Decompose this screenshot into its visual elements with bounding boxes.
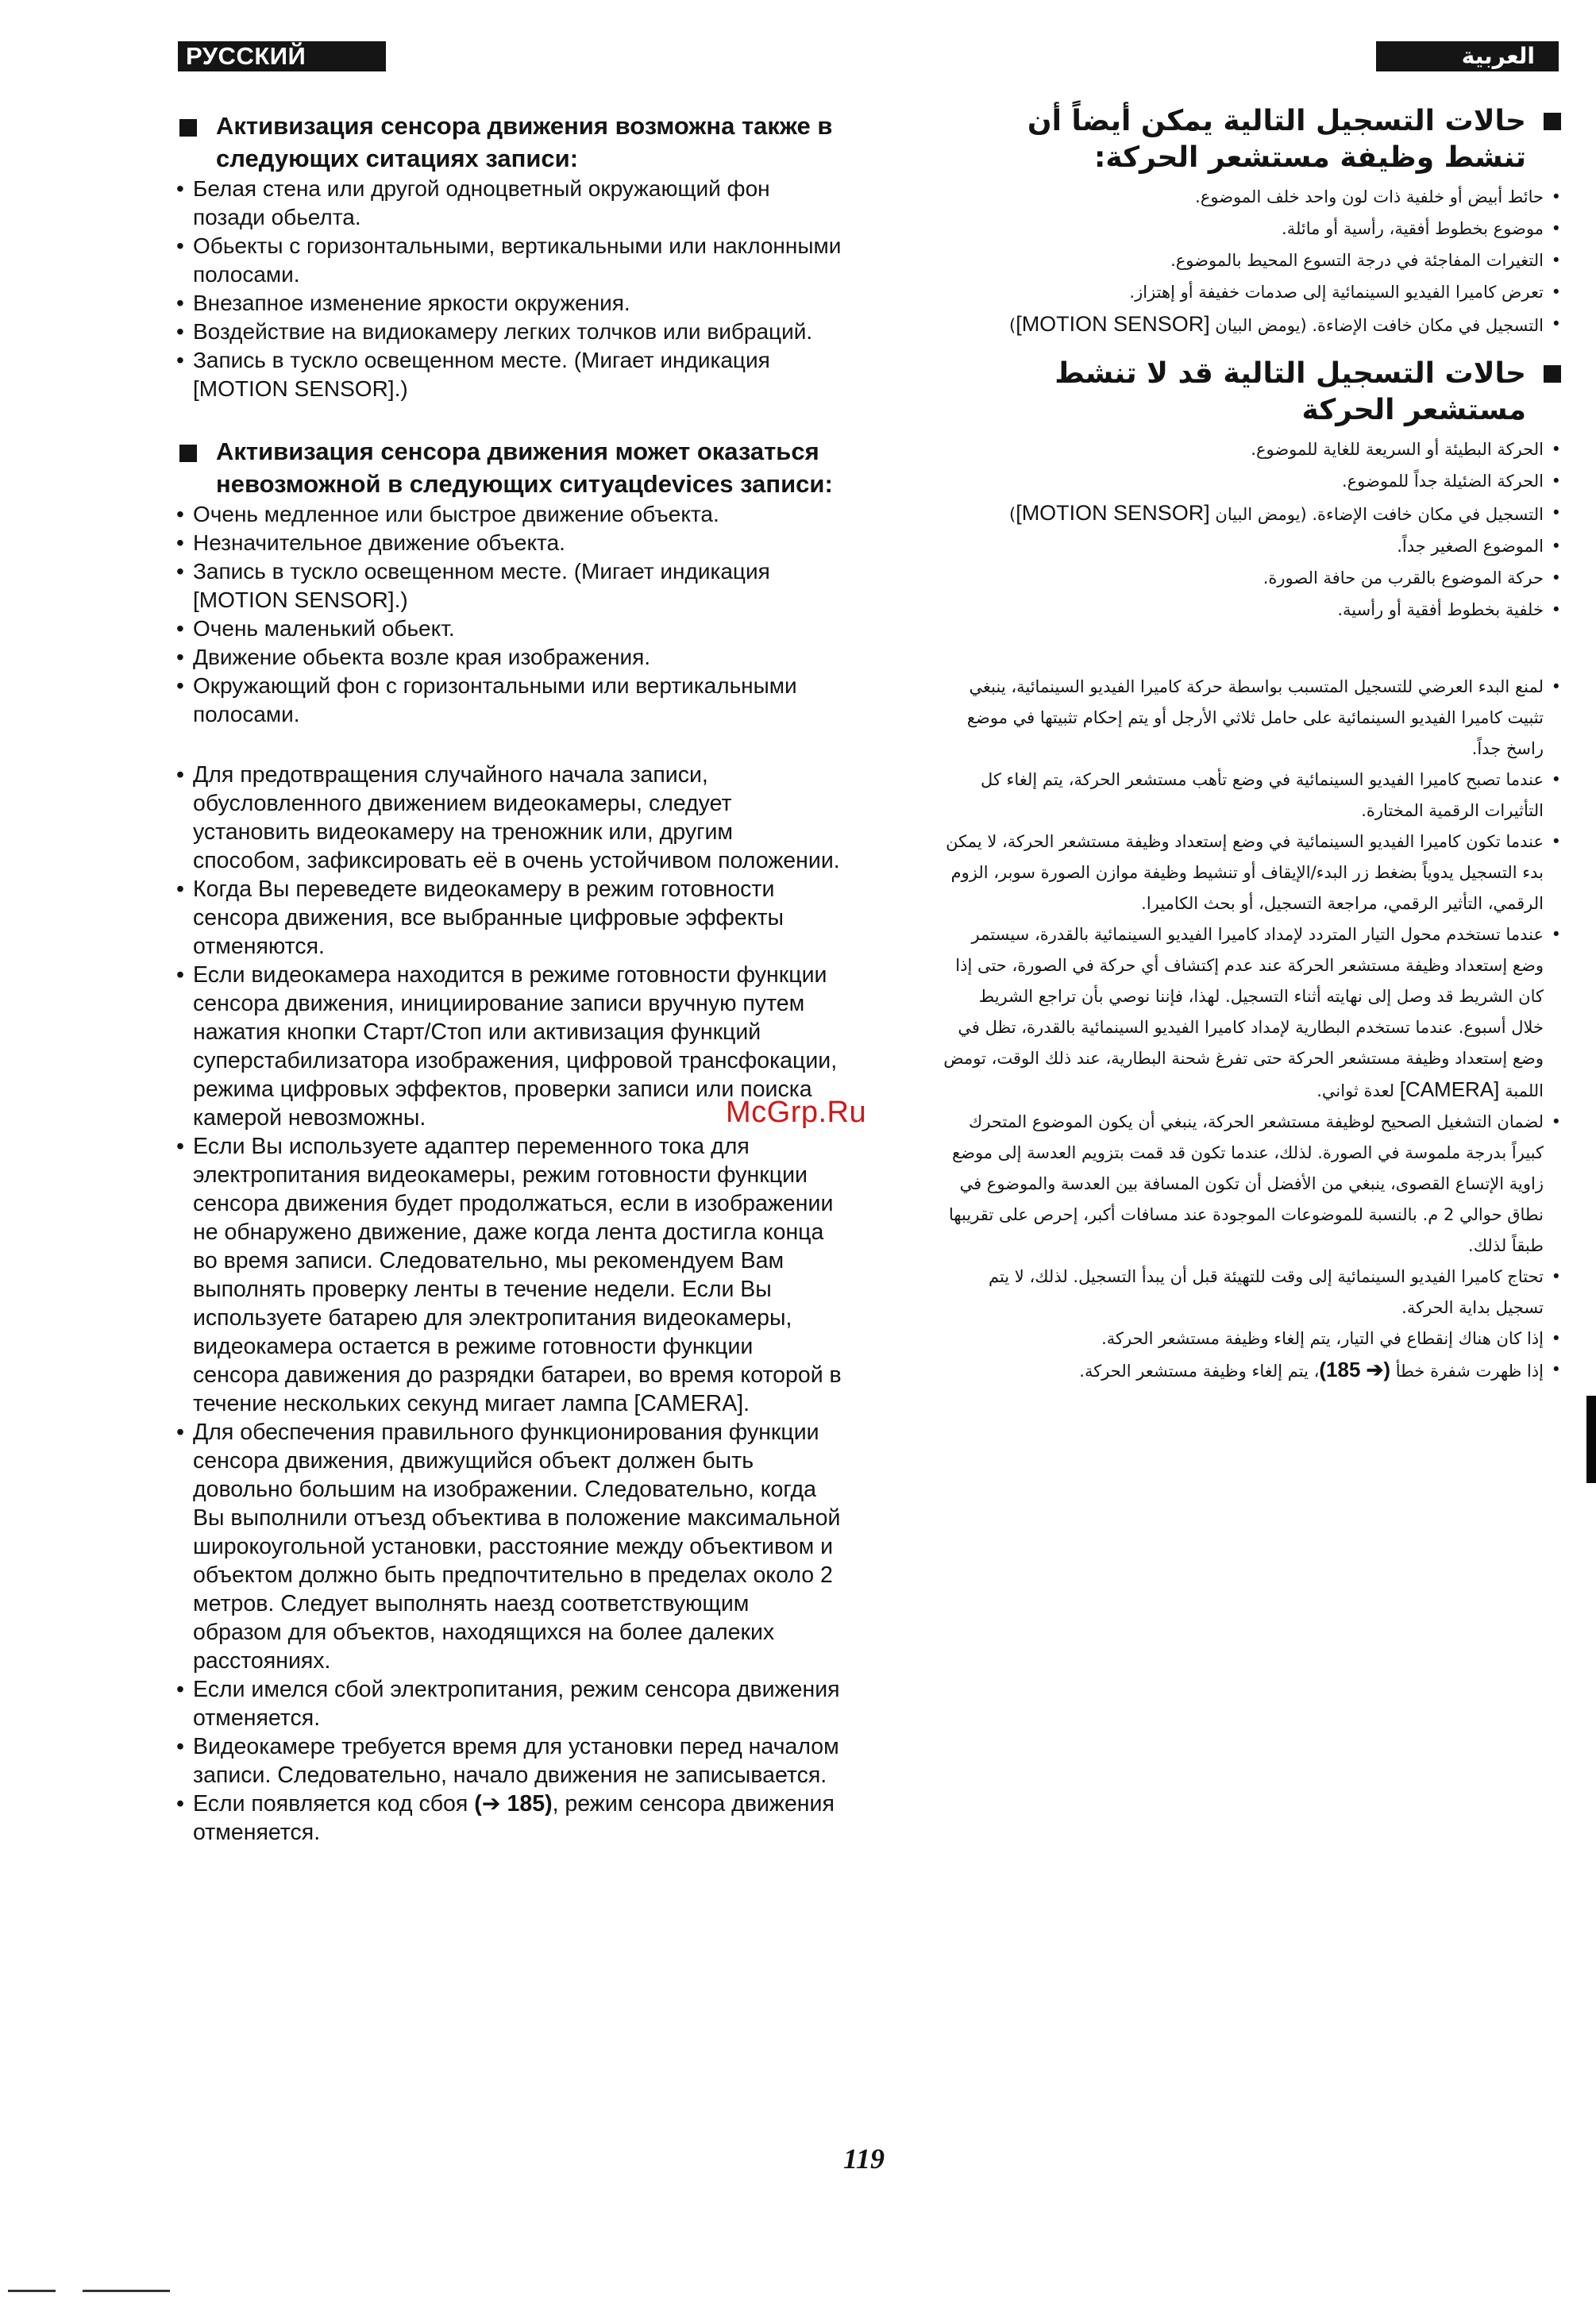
list-item: • Очень медленное или быстрое движение объекта. [176,500,843,529]
list-item: • Обьекты с горизонтальными, вертикальными или наклонными полосами. [176,232,843,289]
list-item: • Движение обьекта возле края изображения. [176,643,843,672]
language-tab-arabic: العربية [1376,41,1559,71]
motion-possible-list [176,175,843,403]
arabic-list-2 [943,433,1563,626]
list-item: • خلفية بخطوط أفقية أو رأسية. [943,594,1563,626]
page-reference: (➔ 185) [474,1791,553,1817]
watermark: McGrp.Ru [726,1096,867,1129]
section-heading-motion-possible: Активизация сенсора движения возможна также в следующих ситациях записи: [176,110,843,175]
square-bullet-icon [1544,113,1561,130]
list-item: • حائط أبيض أو خلفية ذات لون واحد خلف الموضوع. [943,181,1563,213]
note-item: • عندما تصبح كاميرا الفيديو السينمائية في وضع تأهب مستشعر الحركة، يتم إلغاء كل التأثيرات الرقمية المختارة. [943,765,1563,826]
note-item: • Если видеокамера находится в режиме готовности функции сенсора движения, инициирование записи вручную путем нажатия кнопки Старт/Стоп или активизация функций суперстабилизатора изображения, цифровой трансфокации, режима цифровых эффектов, проверки записи или поиска камерой невозможны. [176,961,843,1132]
arabic-notes-list [943,672,1563,1387]
list-item: • Внезапное изменение яркости окружения. [176,289,843,318]
arabic-column [943,103,1563,1387]
language-tab-russian: РУССКИЙ ЯЗЫК [178,41,386,71]
list-item: • Белая стена или другой одноцветный окружающий фон позади обьелта. [176,175,843,232]
list-item: • Окружающий фон с горизонтальными или вертикальными полосами. [176,672,843,729]
square-bullet-icon [1544,365,1561,383]
note-item: • Для обеспечения правильного функционирования функции сенсора движения, движущийся объект должен быть довольно большим на изображении. Следовательно, когда Вы выполнили отъезд объектива в положение максимальной широкоугольной установки, расстояние между объективом и объектом должно быть предпочтительно в пределах около 2 метров. Следует выполнять наезд соответствующим образом для объектов, находящихся на более далеких расстояниях. [176,1418,843,1675]
note-item: • عندما تكون كاميرا الفيديو السينمائية في وضع إستعداد وظيفة مستشعر الحركة، لا يمكن بدء التسجيل يدوياً بضغط زر البدء/الإيقاف أو تنشيط وظيفة موازن الصورة سوبر، الزوم الرقمي، التأثير الرقمي، مراجعة التسجيل، أو بحث الكاميرا. [943,826,1563,919]
note-item: • لمنع البدء العرضي للتسجيل المتسبب بواسطة حركة كاميرا الفيديو السينمائية، ينبغي تثبيت كاميرا الفيديو السينمائية على حامل ثلاثي الأرجل أو يتم إحكام تثبيتها في موضع راسخ جداً. [943,672,1563,765]
footer-rule [83,2290,170,2292]
note-item: • Если имелся сбой электропитания, режим сенсора движения отменяется. [176,1675,843,1732]
note-item: • Для предотвращения случайного начала записи, обусловленного движением видеокамеры, следует установить видеокамеру на треножник или, другим способом, зафиксировать её в очень устойчивом положении. [176,761,843,875]
list-item: • الموضوع الصغير جداً. [943,530,1563,562]
note-item: • عندما تستخدم محول التيار المتردد لإمداد كاميرا الفيديو السينمائية بالقدرة، سيستمر وضع إستعداد وظيفة مستشعر الحركة عند عدم إكتشاف أي حركة في الصورة، حتى إذا كان الشريط قد وصل إلى نهايته أثناء التسجيل. لهذا، فإننا نوصي بأن تراجع الشريط خلال أسبوع. عندما تستخدم البطارية لإمداد كاميرا الفيديو السينمائية بالقدرة، تظل في وضع إستعداد وظيفة مستشعر الحركة حتى تفرغ شحنة البطارية، عند ذلك الوقت، تومض اللمبة [CAMERA] لعدة ثواني. [943,919,1563,1107]
list-item: • حركة الموضوع بالقرب من حافة الصورة. [943,562,1563,594]
list-item: • التسجيل في مكان خافت الإضاءة. (يومض البيان [MOTION SENSOR]) [943,308,1563,341]
square-bullet-icon [179,119,197,137]
list-item: • الحركة البطيئة أو السريعة للغاية للموضوع. [943,433,1563,465]
section-heading-motion-impossible: Активизация сенсора движения может оказаться невозможной в следующих ситуацdevices записи: [176,435,843,500]
page-number: 119 [843,2143,885,2175]
footer-rule [8,2290,56,2292]
note-item: • Видеокамере требуется время для установки перед началом записи. Следовательно, начало движения не записывается. [176,1732,843,1790]
list-item: • تعرض كاميرا الفيديو السينمائية إلى صدمات خفيفة أو إهتزاز. [943,276,1563,308]
arabic-list-1 [943,181,1563,341]
list-item: • Незначительное движение объекта. [176,529,843,557]
note-item: • Если Вы используете адаптер переменного тока для электропитания видеокамеры, режим готовности функции сенсора движения будет продолжаться, если в изображении не обнаружено движение, даже когда лента достигла конца во время записи. Следовательно, мы рекомендуем Вам выполнять проверку ленты в течение недели. Если Вы используете батарею для электропитания видеокамеры, видеокамера остается в режиме готовности функции сенсора давижения до разрядки батареи, во время которой в течение нескольких секунд мигает лампа [CAMERA]. [176,1132,843,1418]
page-reference: (185 ➔) [1319,1358,1391,1381]
list-item: • Воздействие на видиокамеру легких толчков или вибраций. [176,318,843,346]
list-item: • الحركة الضئيلة جداً للموضوع. [943,465,1563,497]
list-item: • التسجيل في مكان خافت الإضاءة. (يومض البيان [MOTION SENSOR]) [943,497,1563,530]
note-item: • لضمان التشغيل الصحيح لوظيفة مستشعر الحركة، ينبغي أن يكون الموضوع المتحرك كبيراً بدرجة ملموسة في الصورة. لذلك، عندما تكون قد قمت بتزويم العدسة إلى موضع زاوية الإتساع القصوى، ينبغي من الأفضل أن تكون المسافة بين العدسة والموضوع في نطاق حوالي 2 م. بالنسبة للموضوعات الموجودة عند مسافات أكبر، إحرص على تقريبها طبقاً لذلك. [943,1107,1563,1262]
arabic-section-heading-2: حالات التسجيل التالية قد لا تنشط مستشعر الحركة [943,356,1563,429]
note-item: • Когда Вы переведете видеокамеру в режим готовности сенсора движения, все выбранные цифровые эффекты отменяются. [176,875,843,961]
notes-list [176,761,843,1847]
note-item: • إذا ظهرت شفرة خطأ (185 ➔)، يتم إلغاء وظيفة مستشعر الحركة. [943,1354,1563,1387]
list-item: • Запись в тускло освещенном месте. (Мигает индикация [MOTION SENSOR].) [176,557,843,615]
page-edge-marker [1586,1396,1596,1483]
note-item: • Если появляется код сбоя (➔ 185), режим сенсора движения отменяется. [176,1790,843,1847]
list-item: • موضوع بخطوط أفقية، رأسية أو مائلة. [943,213,1563,245]
arabic-section-heading-1: حالات التسجيل التالية يمكن أيضاً أن تنشط وظيفة مستشعر الحركة: [943,103,1563,176]
list-item: • Запись в тускло освещенном месте. (Мигает индикация [MOTION SENSOR].) [176,346,843,403]
motion-impossible-list [176,500,843,729]
square-bullet-icon [179,445,197,462]
list-item: • التغيرات المفاجئة في درجة التسوع المحيط بالموضوع. [943,245,1563,276]
list-item: • Очень маленький обьект. [176,615,843,643]
note-item: • تحتاج كاميرا الفيديو السينمائية إلى وقت للتهيئة قبل أن يبدأ التسجيل. لذلك، لا يتم تسجيل بداية الحركة. [943,1262,1563,1323]
note-item: • إذا كان هناك إنقطاع في التيار، يتم إلغاء وظيفة مستشعر الحركة. [943,1323,1563,1354]
russian-column [176,110,843,1847]
